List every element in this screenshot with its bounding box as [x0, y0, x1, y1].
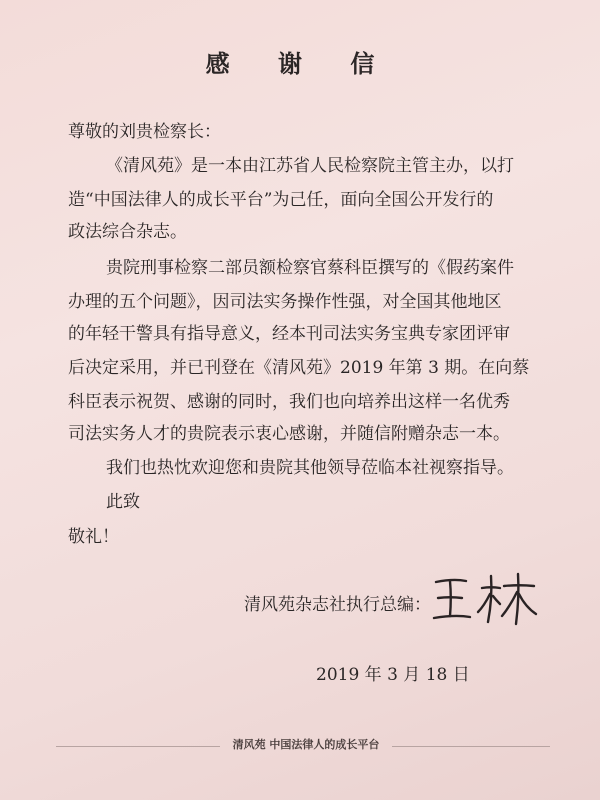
footer-slogan: 清风苑 中国法律人的成长平台: [232, 738, 380, 751]
footer-rule-right: [392, 746, 550, 747]
paragraph2-line: 司法实务人才的贵院表示衷心感谢，并随信附赠杂志一本。: [68, 424, 510, 444]
letter-date: 2019 年 3 月 18 日: [316, 665, 470, 685]
letter-title: 感 谢 信: [205, 50, 395, 78]
paragraph2-line: 的年轻干警具有指导意义，经本刊司法实务宝典专家团评审: [68, 324, 510, 344]
paragraph2-line: 后决定采用，并已刊登在《清风苑》2019 年第 3 期。在向蔡: [68, 358, 530, 378]
paragraph2-line: 贵院刑事检察二部员额检察官蔡科臣撰写的《假药案件: [106, 258, 514, 278]
paragraph1-line: 造“中国法律人的成长平台”为己任，面向全国公开发行的: [68, 190, 494, 210]
paragraph2-line: 办理的五个问题》，因司法实务操作性强，对全国其他地区: [68, 292, 502, 312]
handwritten-signature: [430, 568, 540, 628]
paragraph3-line: 我们也热忱欢迎您和贵院其他领导莅临本社视察指导。: [106, 458, 514, 478]
closing-regards: 敬礼！: [68, 527, 119, 547]
paragraph1-line: 政法综合杂志。: [68, 222, 187, 242]
paragraph2-line: 科臣表示祝贺、感谢的同时，我们也向培养出这样一名优秀: [68, 392, 510, 412]
footer-rule-left: [56, 746, 220, 747]
letter-greeting: 尊敬的刘贵检察长：: [68, 122, 221, 142]
signer-title: 清风苑杂志社执行总编：: [244, 595, 431, 615]
paragraph1-line: 《清风苑》是一本由江苏省人民检察院主管主办，以打: [106, 156, 514, 176]
closing-salutation: 此致: [106, 492, 140, 512]
